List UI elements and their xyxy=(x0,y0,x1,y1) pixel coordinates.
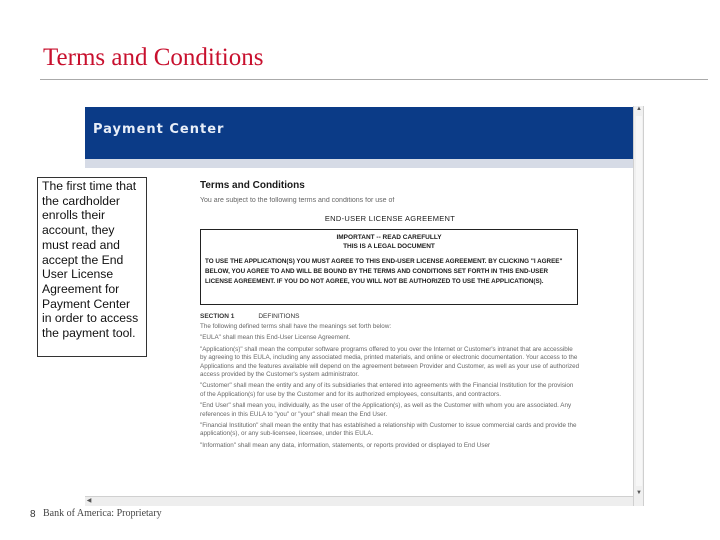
vertical-scrollbar[interactable] xyxy=(633,106,644,506)
document-title: Terms and Conditions xyxy=(200,180,305,191)
payment-center-header xyxy=(85,107,633,159)
section-heading xyxy=(200,313,580,320)
document-intro: You are subject to the following terms and conditions for use of xyxy=(200,197,395,204)
section-number: SECTION 1 xyxy=(200,313,235,320)
page-number: 8 xyxy=(30,509,36,520)
scroll-down-icon[interactable]: ▼ xyxy=(636,490,642,496)
scroll-track[interactable] xyxy=(636,116,642,486)
important-line-2: THIS IS A LEGAL DOCUMENT xyxy=(343,243,435,250)
title-divider xyxy=(40,79,708,80)
horizontal-scrollbar[interactable] xyxy=(85,496,633,506)
payment-center-title: Payment Center xyxy=(93,122,225,137)
scroll-left-icon[interactable]: ◀ xyxy=(86,498,92,504)
scroll-up-icon[interactable]: ▲ xyxy=(636,106,642,112)
callout-box: The first time that the cardholder enrolls their account, they must read and accept the End User License Agreement for Payment Center in order to access the payment tool. xyxy=(37,177,147,357)
definition-paragraph: The following defined terms shall have the meanings set forth below: xyxy=(200,323,392,330)
eula-heading: END-USER LICENSE AGREEMENT xyxy=(324,214,456,223)
definition-paragraph: "Information" shall mean any data, information, statements, or reports provided or displayed to End User xyxy=(200,441,491,449)
important-notice-box xyxy=(200,229,578,305)
definition-paragraph: "EULA" shall mean this End-User License Agreement. xyxy=(200,334,351,342)
agreement-notice: TO USE THE APPLICATION(S) YOU MUST AGREE TO THIS END-USER LICENSE AGREEMENT. BY CLICKING "I AGREE" BELOW, YOU AGREE TO AND WILL BE BOUND BY THE TERMS AND CONDITIONS SET FORTH IN THIS END-USER LICENSE AGREEMENT. IF YOU DO NOT AGREE, YOU WILL NOT BE AUTHORIZED TO USE THE APPLICATION(S). xyxy=(205,258,563,285)
slide-title: Terms and Conditions xyxy=(43,44,264,71)
important-line-1: IMPORTANT -- READ CAREFULLY xyxy=(336,234,442,241)
definition-paragraph: "Application(s)" shall mean the computer software programs offered to you over the Internet or Customer's intranet that are accessible by agreeing to this EULA, including any associated media, printed materials, and online or electronic documentation. Your access to the Applications and the features available will depend on the agreement between Provider and Customer, as well as your use of authorized access provided by the Customer's system administrator. xyxy=(200,345,580,379)
footer-text: Bank of America: Proprietary xyxy=(43,508,162,519)
terms-document xyxy=(200,180,580,450)
definition-paragraph: "Financial Institution" shall mean the entity that has established a relationship with Customer to issue commercial cards and provide the application(s), or any sub-licensee, licensee, under this EULA. xyxy=(200,422,577,438)
definition-paragraph: "Customer" shall mean the entity and any of its subsidiaries that entered into agreements with the Financial Institution for the provision of the Application(s) for use by the Customer and for its authorized employees, consultants, and contractors. xyxy=(200,382,574,398)
definition-paragraph: "End User" shall mean you, individually, as the user of the Application(s), as well as the Customer with whom you are associated. Any references in this EULA to "you" or "your" shall mean the End User. xyxy=(200,402,572,418)
header-subbar xyxy=(85,159,633,168)
section-title: DEFINITIONS xyxy=(258,313,300,320)
